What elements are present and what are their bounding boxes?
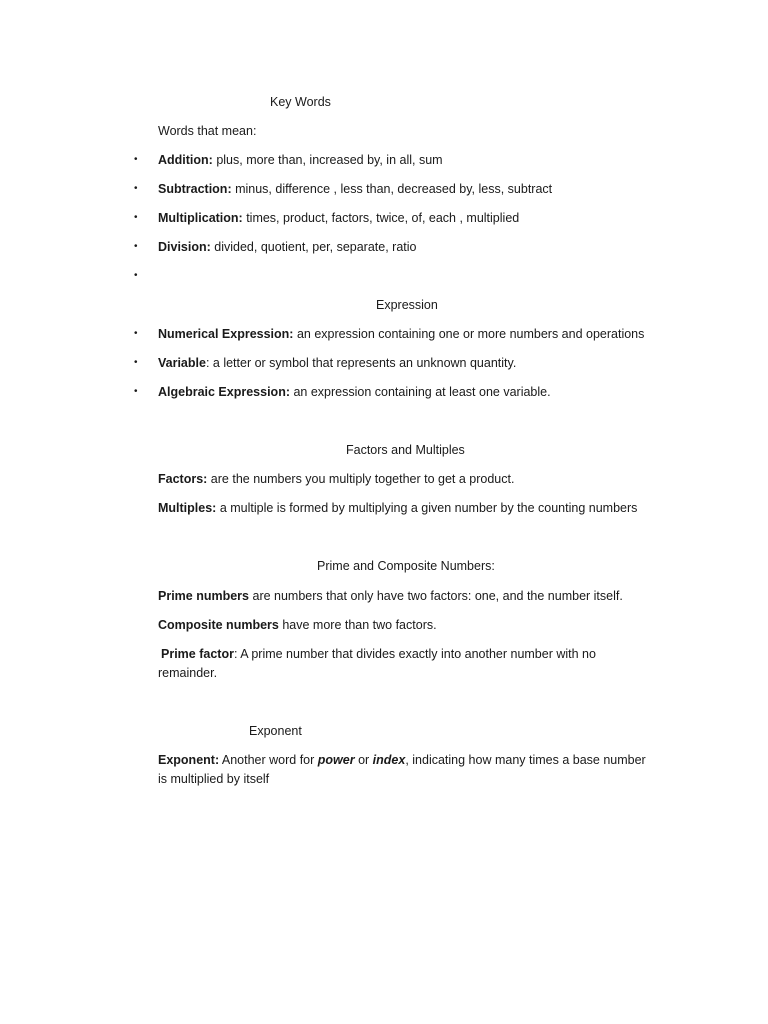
bullet-algebraic-expression: •: [134, 386, 138, 397]
exponent-definition-cont: is multiplied by itself: [158, 772, 270, 786]
term-definition: minus, difference , less than, decreased by, less, subtract: [231, 182, 553, 196]
term-definition: , indicating how many times a base number: [405, 753, 646, 767]
term-definition: have more than two factors.: [278, 618, 437, 632]
term-label: Addition:: [158, 153, 213, 167]
emphasis-index: index: [372, 753, 406, 767]
bullet-subtraction: •: [134, 183, 138, 194]
multiples-definition: [158, 500, 637, 516]
prime-heading: Prime and Composite Numbers:: [317, 559, 495, 573]
list-item-variable: [158, 355, 516, 371]
list-item-numerical-expression: [158, 326, 644, 342]
composite-numbers-definition: [158, 617, 437, 633]
prime-factor-definition-cont: remainder.: [158, 666, 218, 680]
term-label: Variable: [158, 356, 206, 370]
term-label: Algebraic Expression:: [158, 385, 290, 399]
term-definition: plus, more than, increased by, in all, sum: [212, 153, 443, 167]
list-item-addition: [158, 152, 443, 168]
factors-heading: Factors and Multiples: [346, 443, 465, 457]
term-definition: an expression containing at least one variable.: [290, 385, 551, 399]
bullet-empty: •: [134, 270, 138, 281]
list-item-multiplication: [158, 210, 519, 226]
bullet-variable: •: [134, 357, 138, 368]
list-item-division: [158, 239, 417, 255]
term-definition: are numbers that only have two factors: one, and the number itself.: [249, 589, 623, 603]
list-item-subtraction: [158, 181, 552, 197]
exponent-heading: Exponent: [249, 724, 302, 738]
factors-definition: [158, 471, 514, 487]
term-definition: divided, quotient, per, separate, ratio: [210, 240, 417, 254]
term-definition: are the numbers you multiply together to get a product.: [207, 472, 515, 486]
bullet-numerical-expression: •: [134, 328, 138, 339]
list-item-algebraic-expression: [158, 384, 551, 400]
bullet-addition: •: [134, 154, 138, 165]
term-label: Numerical Expression:: [158, 327, 294, 341]
term-label: Composite numbers: [158, 618, 279, 632]
prime-numbers-definition: [158, 588, 623, 604]
key-words-intro: Words that mean:: [158, 124, 257, 138]
expression-heading: Expression: [376, 298, 438, 312]
term-definition: times, product, factors, twice, of, each , multiplied: [242, 211, 520, 225]
term-definition: or: [354, 753, 373, 767]
term-label: Multiplication:: [158, 211, 243, 225]
term-label: Prime factor: [161, 647, 234, 661]
term-definition: : A prime number that divides exactly into another number with no: [233, 647, 596, 661]
term-definition: a multiple is formed by multiplying a given number by the counting numbers: [216, 501, 638, 515]
exponent-definition: [158, 752, 646, 768]
prime-factor-definition: [161, 646, 596, 662]
bullet-division: •: [134, 241, 138, 252]
term-label: Multiples:: [158, 501, 217, 515]
term-label: Prime numbers: [158, 589, 250, 603]
term-label: Factors:: [158, 472, 208, 486]
bullet-multiplication: •: [134, 212, 138, 223]
key-words-heading: Key Words: [270, 95, 331, 109]
term-definition: Another word for: [219, 753, 318, 767]
term-definition: : a letter or symbol that represents an unknown quantity.: [205, 356, 517, 370]
term-label: Division:: [158, 240, 211, 254]
term-label: Subtraction:: [158, 182, 232, 196]
term-label: Exponent:: [158, 753, 220, 767]
emphasis-power: power: [317, 753, 355, 767]
term-definition: an expression containing one or more numbers and operations: [293, 327, 645, 341]
